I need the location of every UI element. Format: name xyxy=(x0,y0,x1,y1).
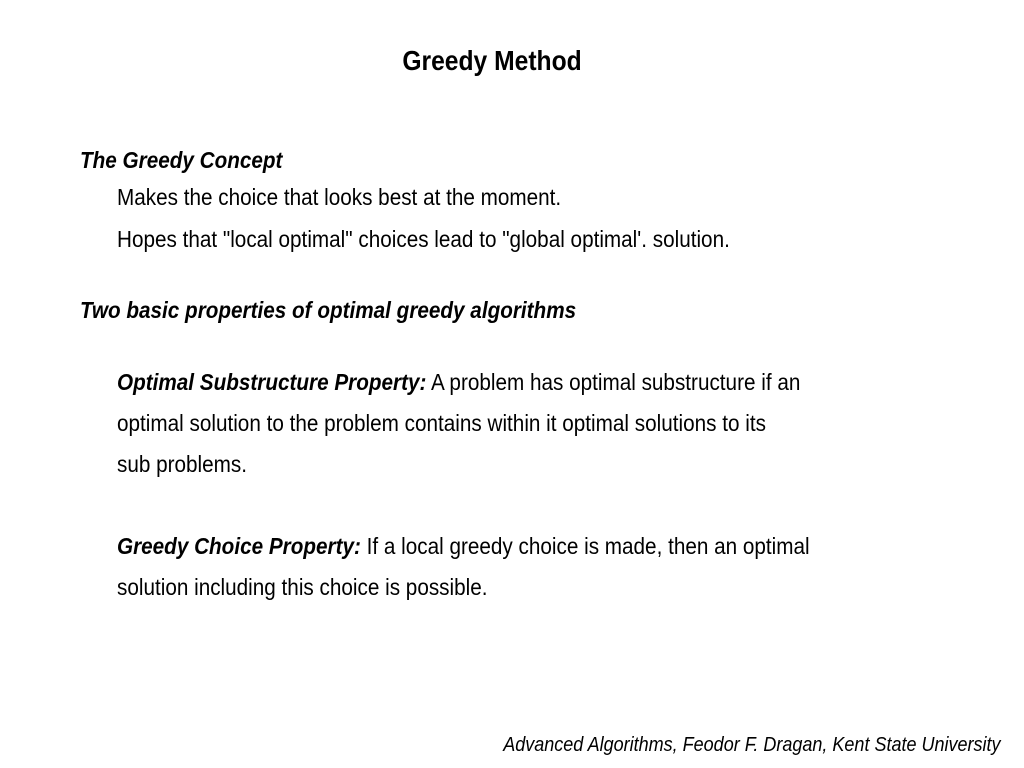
optimal-substructure-line-2: optimal solution to the problem contains within it optimal solutions to its xyxy=(117,410,766,436)
optimal-substructure-label: Optimal Substructure Property: xyxy=(117,369,427,395)
slide-title: Greedy Method xyxy=(402,45,582,76)
optimal-substructure-line-3: sub problems. xyxy=(117,451,248,477)
greedy-choice-line-2: solution including this choice is possible. xyxy=(117,574,488,600)
greedy-choice-text-1: If a local greedy choice is made, then an optimal xyxy=(360,533,810,559)
greedy-choice-line-1 xyxy=(117,531,810,561)
greedy-choice-label: Greedy Choice Property: xyxy=(117,533,361,559)
slide-footer: Advanced Algorithms, Feodor F. Dragan, Kent State University xyxy=(502,734,1000,756)
optimal-substructure-line-1 xyxy=(117,367,800,397)
optimal-substructure-text-1: A problem has optimal substructure if an xyxy=(426,369,801,395)
greedy-concept-line-2: Hopes that "local optimal" choices lead to "global optimal'. solution. xyxy=(117,226,730,252)
greedy-concept-line-1: Makes the choice that looks best at the moment. xyxy=(117,184,562,210)
greedy-concept-heading: The Greedy Concept xyxy=(80,147,283,173)
properties-heading: Two basic properties of optimal greedy algorithms xyxy=(80,297,577,323)
